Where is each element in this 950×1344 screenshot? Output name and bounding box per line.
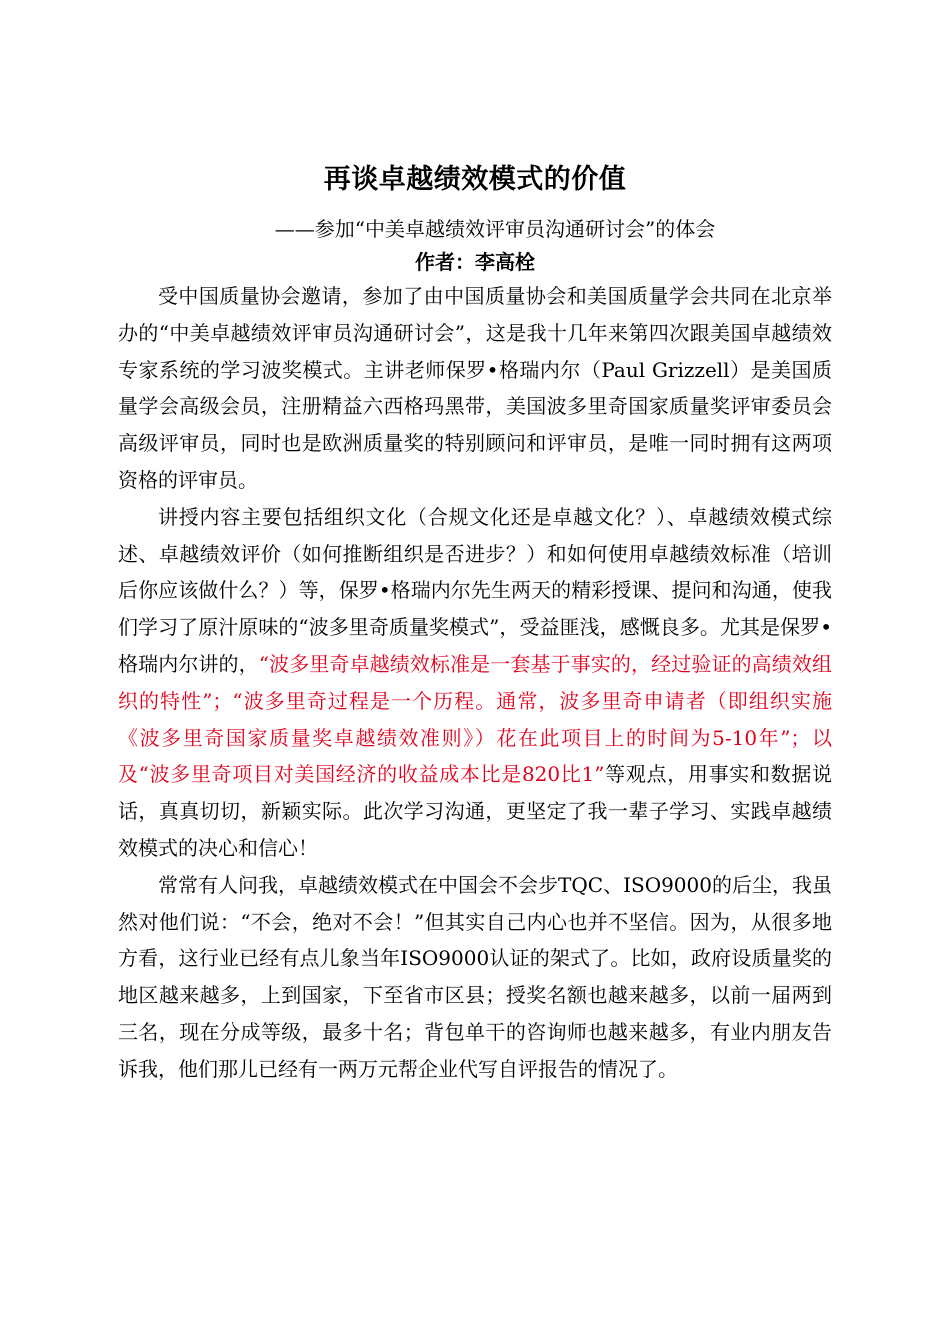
document-page bbox=[118, 160, 832, 1088]
document-author: 作者：李高栓 bbox=[415, 250, 535, 274]
paragraph-2-highlighted-quotes: “波多里奇卓越绩效标准是一套基于事实的，经过验证的高绩效组织的特性”；“波多里奇过程是一个历程。通常，波多里奇申请者（即组织实施《波多里奇国家质量奖卓越绩效准则》）花在此项目上的时间为5-10年”；以及“波多里奇项目对美国经济的收益成本比是820比1” bbox=[118, 651, 833, 787]
document-title: 再谈卓越绩效模式的价值 bbox=[323, 164, 627, 195]
paragraph-2-text-end: 等观点，用事实和数据说话，真真切切，新颖实际。此次学习沟通，更坚定了我一辈子学习、实践卓越绩效模式的决心和信心！ bbox=[118, 762, 833, 860]
document-subtitle: ——参加“中美卓越绩效评审员沟通研讨会”的体会 bbox=[274, 217, 716, 241]
paragraph-1: 受中国质量协会邀请，参加了由中国质量协会和美国质量学会共同在北京举办的“中美卓越绩效评审员沟通研讨会”，这是我十几年来第四次跟美国卓越绩效专家系统的学习波奖模式。主讲老师保罗•格瑞内尔（Paul Grizzell）是美国质量学会高级会员，注册精益六西格玛黑带，美国波多里奇国家质量奖评审委员会高级评审员，同时也是欧洲质量奖的特别顾问和评审员，是唯一同时拥有这两项资格的评审员。 bbox=[118, 284, 832, 492]
paragraph-2 bbox=[118, 499, 832, 867]
paragraph-2-text-start: 讲授内容主要包括组织文化（合规文化还是卓越文化？）、卓越绩效模式综述、卓越绩效评价（如何推断组织是否进步？）和如何使用卓越绩效标准（培训后你应该做什么？）等，保罗•格瑞内尔先生两天的精彩授课、提问和沟通，使我们学习了原汁原味的“波多里奇质量奖模式”，受益匪浅，感慨良多。尤其是保罗•格瑞内尔讲的， bbox=[118, 504, 832, 676]
paragraph-3: 常常有人问我，卓越绩效模式在中国会不会步TQC、ISO9000的后尘，我虽然对他们说：“不会，绝对不会！”但其实自己内心也并不坚信。因为，从很多地方看，这行业已经有点儿象当年ISO9000认证的架式了。比如，政府设质量奖的地区越来越多，上到国家，下至省市区县；授奖名额也越来越多，以前一届两到三名，现在分成等级，最多十名；背包单干的咨询师也越来越多，有业内朋友告诉我，他们那儿已经有一两万元帮企业代写自评报告的情况了。 bbox=[118, 872, 832, 1081]
